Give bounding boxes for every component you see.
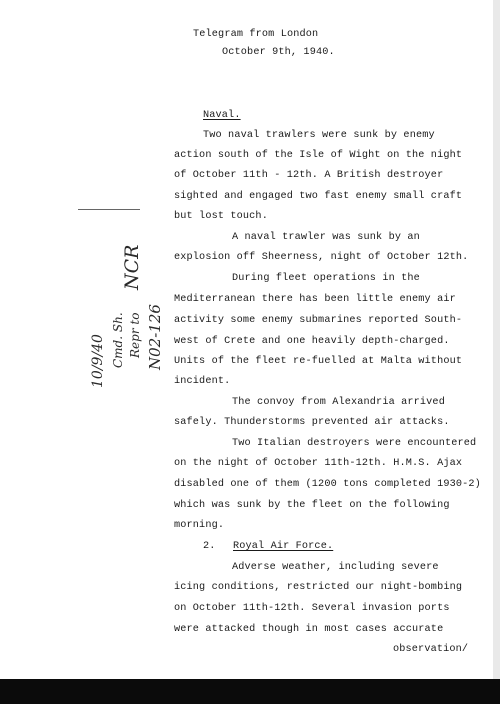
body-line: A naval trawler was sunk by an	[232, 232, 420, 243]
body-line: action south of the Isle of Wight on the night	[174, 150, 463, 161]
body-line: west of Crete and one heavily depth-charged.	[174, 336, 450, 347]
body-line: safely. Thunderstorms prevented air attacks.	[174, 417, 450, 428]
body-line: but lost touch.	[174, 211, 268, 222]
body-line: icing conditions, restricted our night-bombing	[174, 582, 463, 593]
body-line: Units of the fleet re-fuelled at Malta without	[174, 356, 463, 367]
handwritten-note: N02-126	[146, 304, 164, 370]
body-line: incident.	[174, 376, 231, 387]
body-line: on the night of October 11th-12th. H.M.S. Ajax	[174, 458, 463, 469]
raf-heading: Royal Air Force.	[233, 541, 334, 552]
handwritten-note: Repr to	[128, 312, 142, 358]
body-line: disabled one of them (1200 tons completed 1930-2)	[174, 479, 481, 490]
raf-section-number: 2.	[203, 541, 216, 552]
body-line: which was sunk by the fleet on the following	[174, 500, 450, 511]
body-line: Two Italian destroyers were encountered	[232, 438, 477, 449]
body-line: Two naval trawlers were sunk by enemy	[203, 130, 435, 141]
scan-bottom-edge	[0, 679, 500, 704]
document-date: October 9th, 1940.	[222, 47, 335, 58]
document-title: Telegram from London	[193, 29, 319, 40]
naval-heading: Naval.	[203, 110, 241, 121]
body-line: explosion off Sheerness, night of October 12th.	[174, 252, 469, 263]
body-line: sighted and engaged two fast enemy small craft	[174, 191, 463, 202]
body-line: morning.	[174, 520, 225, 531]
continuation-word: observation/	[393, 644, 469, 655]
body-line: activity some enemy submarines reported South-	[174, 315, 463, 326]
body-line: of October 11th - 12th. A British destroyer	[174, 170, 444, 181]
body-line: Mediterranean there has been little enemy air	[174, 294, 456, 305]
body-line: Adverse weather, including severe	[232, 562, 439, 573]
body-line: During fleet operations in the	[232, 273, 420, 284]
margin-rule	[78, 209, 140, 210]
body-line: on October 11th-12th. Several invasion ports	[174, 603, 450, 614]
body-line: The convoy from Alexandria arrived	[232, 397, 445, 408]
handwritten-note: Cmd. Sh.	[111, 312, 125, 368]
body-line: were attacked though in most cases accurate	[174, 624, 444, 635]
handwritten-note: NCR	[121, 244, 143, 290]
handwritten-note: 10/9/40	[90, 334, 106, 388]
scan-edge	[493, 0, 500, 680]
